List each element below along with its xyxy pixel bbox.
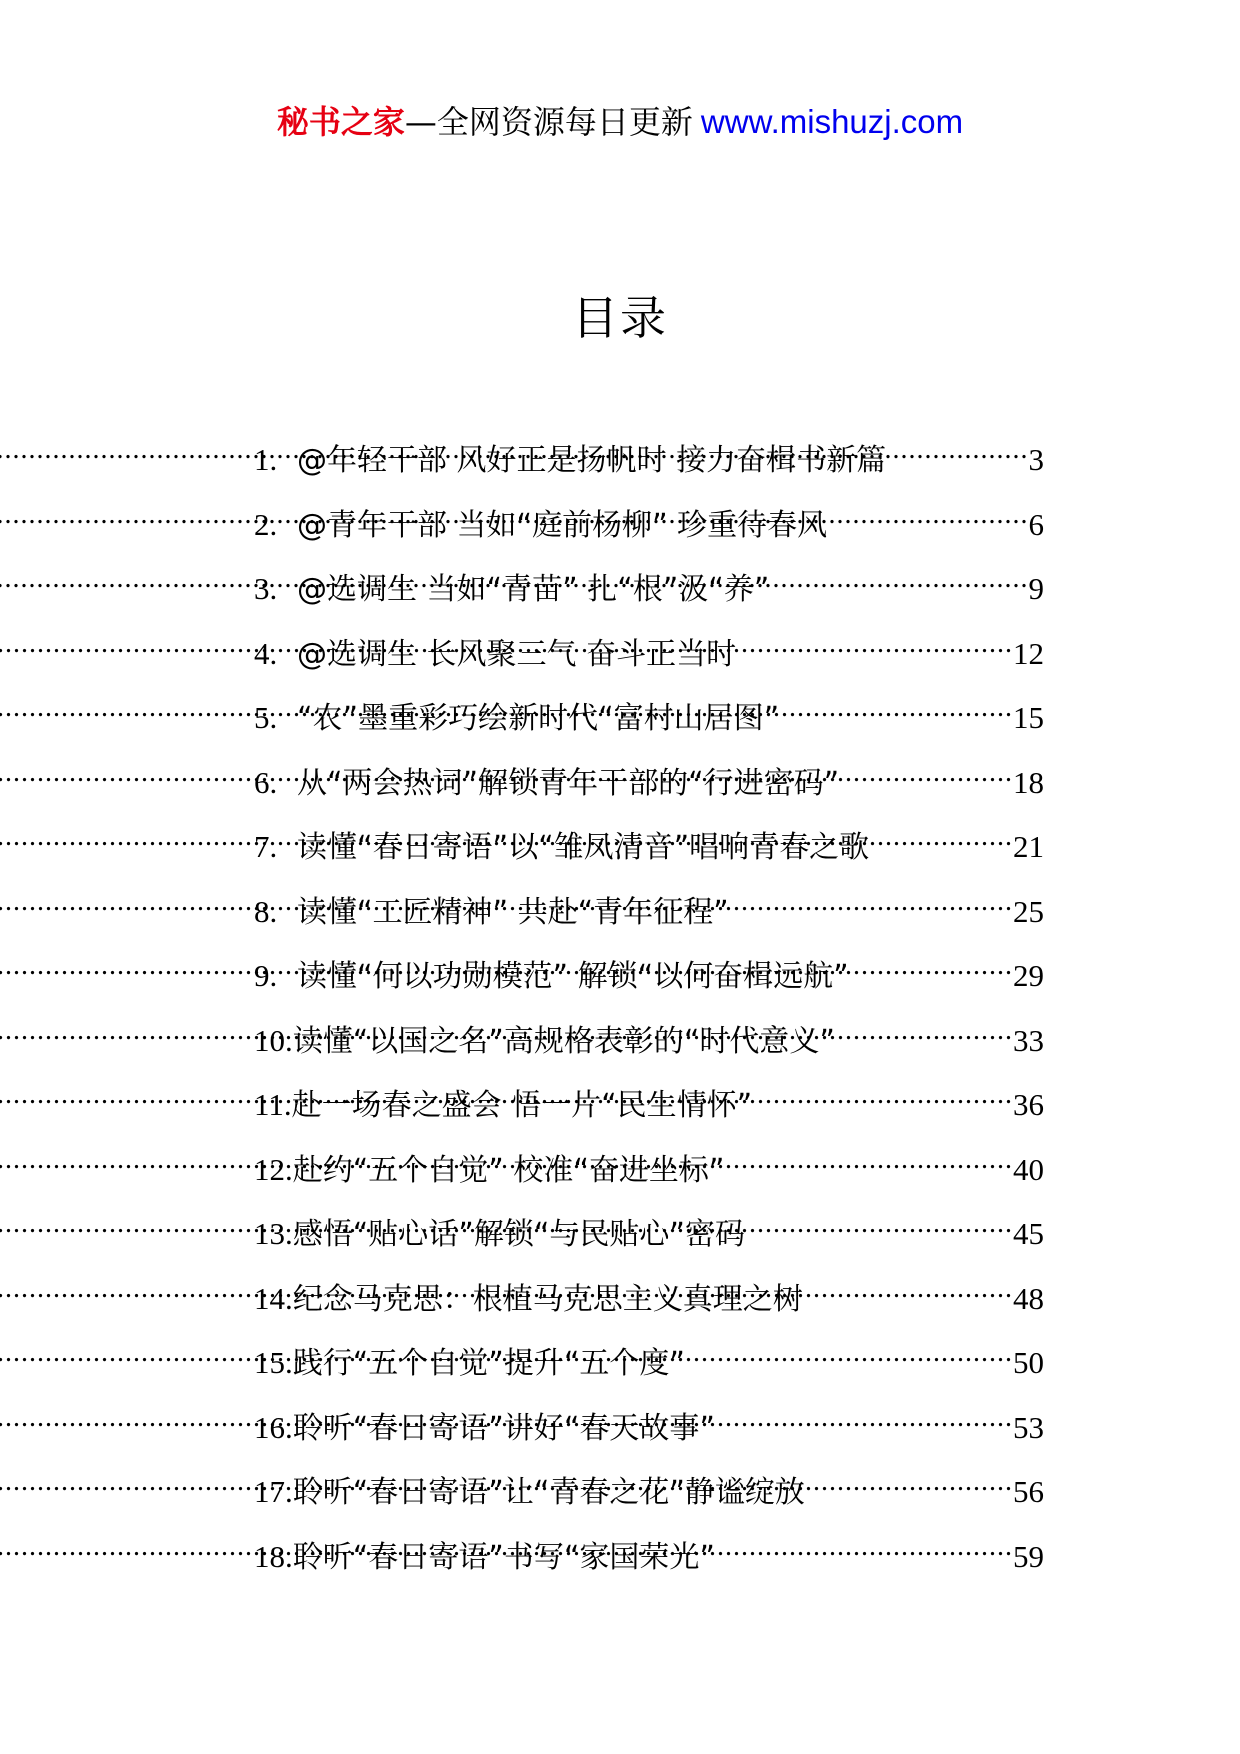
toc-entry-page-number: 48: [1013, 1280, 1044, 1316]
toc-dot-leader: [752, 1075, 1013, 1115]
toc-entry[interactable]: [254, 688, 1044, 753]
toc-entry-page-number: 33: [1013, 1022, 1044, 1058]
toc-entry-title: 赴约“五个自觉” 校准“奋进坐标”: [292, 1152, 725, 1188]
toc-entry-number: 8.: [254, 893, 278, 929]
toc-entry-page-number: 12: [1013, 635, 1044, 671]
toc-entry-title: 聆听“春日寄语”讲好“春天故事”: [292, 1410, 715, 1446]
toc-entry-page-number: 59: [1013, 1538, 1044, 1574]
toc-dot-leader: [715, 1527, 1013, 1567]
toc-entry-page-number: 25: [1013, 893, 1044, 929]
toc-entry-title: 纪念马克思：根植马克思主义真理之树: [292, 1281, 803, 1317]
toc-dot-leader: [729, 882, 1013, 922]
toc-dot-leader: [849, 946, 1013, 986]
toc-entry-title: @选调生 长风聚三气 奋斗正当时: [297, 636, 737, 672]
toc-entry-number: 4.: [254, 635, 278, 671]
toc-entry-title: @选调生 当如“青苗” 扎“根”汲“养”: [297, 572, 770, 607]
toc-entry-number: 11.: [254, 1087, 292, 1122]
toc-entry-page-number: 36: [1013, 1087, 1044, 1122]
toc-entry-page-number: 18: [1013, 764, 1044, 800]
toc-dot-leader: [839, 753, 1013, 793]
toc-dot-leader: [869, 817, 1013, 857]
toc-entry[interactable]: [254, 1011, 1044, 1076]
toc-dot-leader: [805, 1462, 1013, 1502]
toc-entry-page-number: 21: [1013, 829, 1044, 864]
toc-dot-leader: [803, 1269, 1013, 1309]
toc-entry[interactable]: [254, 559, 1044, 624]
toc-entry-title: 读懂“以国之名”高规格表彰的“时代意义”: [292, 1023, 835, 1059]
toc-entry-title: 感悟“贴心话”解锁“与民贴心”密码: [292, 1217, 745, 1252]
toc-entry-number: 6.: [254, 764, 278, 800]
toc-dot-leader: [685, 1333, 1013, 1373]
toc-entry-title: 读懂“何以功勋模范” 解锁“以何奋楫远航”: [297, 959, 849, 994]
toc-entry-page-number: 15: [1013, 700, 1044, 735]
toc-entry-number: 13.: [254, 1216, 293, 1251]
toc-entry-number: 14.: [254, 1280, 293, 1316]
toc-entry-number: 3.: [254, 571, 278, 606]
toc-entry-title: “农”墨重彩巧绘新时代“富村山居图”: [297, 701, 780, 736]
toc-entry-page-number: 56: [1013, 1474, 1044, 1509]
toc-entry-title: 从“两会热词”解锁青年干部的“行进密码”: [297, 765, 840, 801]
toc-entry-number: 15.: [254, 1345, 293, 1380]
toc-entry[interactable]: [254, 946, 1044, 1011]
toc-entry[interactable]: [254, 1269, 1044, 1334]
toc-entry-number: 10.: [254, 1022, 293, 1058]
toc-dot-leader: [736, 624, 1013, 664]
toc-entry-number: 2.: [254, 506, 278, 542]
toc-entry[interactable]: [254, 430, 1044, 495]
toc-entry-title: 读懂“工匠精神” 共赴“青年征程”: [297, 894, 729, 930]
toc-entry-number: 17.: [254, 1474, 293, 1509]
toc-entry-page-number: 40: [1013, 1151, 1044, 1187]
toc-entry-page-number: 45: [1013, 1216, 1044, 1251]
toc-dot-leader: [724, 1140, 1013, 1180]
toc-entry-number: 12.: [254, 1151, 293, 1187]
toc-entry-title: 践行“五个自觉”提升“五个度”: [292, 1346, 685, 1381]
toc-entry[interactable]: [254, 817, 1044, 882]
table-of-contents: [254, 430, 1044, 1591]
toc-entry[interactable]: [254, 1398, 1044, 1463]
toc-entry-title: @青年干部 当如“庭前杨柳” 珍重待春风: [297, 507, 828, 543]
toc-dot-leader: [835, 1011, 1013, 1051]
toc-entry[interactable]: [254, 753, 1044, 818]
toc-entry-title: @年轻干部 风好正是扬帆时 接力奋楫书新篇: [297, 443, 887, 478]
toc-entry-number: 18.: [254, 1538, 293, 1574]
toc-entry-page-number: 3: [1028, 442, 1044, 477]
toc-entry[interactable]: [254, 495, 1044, 560]
toc-dot-leader: [779, 688, 1013, 728]
toc-entry-page-number: 29: [1013, 958, 1044, 993]
site-url-link[interactable]: www.mishuzj.com: [700, 103, 964, 140]
site-header: [0, 100, 1240, 144]
toc-dot-leader: [827, 495, 1028, 535]
toc-entry-number: 5.: [254, 700, 278, 735]
header-tagline: —全网资源每日更新: [404, 103, 693, 141]
toc-entry-title: 读懂“春日寄语”以“雏凤清音”唱响青春之歌: [297, 830, 870, 865]
toc-entry[interactable]: [254, 1204, 1044, 1269]
toc-dot-leader: [769, 559, 1028, 599]
toc-entry[interactable]: [254, 1140, 1044, 1205]
toc-entry-page-number: 6: [1028, 506, 1044, 542]
toc-entry[interactable]: [254, 882, 1044, 947]
toc-entry[interactable]: [254, 1333, 1044, 1398]
toc-entry[interactable]: [254, 624, 1044, 689]
toc-entry[interactable]: [254, 1075, 1044, 1140]
toc-entry-number: 7.: [254, 829, 278, 864]
toc-entry[interactable]: [254, 1462, 1044, 1527]
toc-entry-number: 9.: [254, 958, 278, 993]
toc-entry[interactable]: [254, 1527, 1044, 1592]
toc-entry-page-number: 9: [1028, 571, 1044, 606]
toc-entry-page-number: 50: [1013, 1345, 1044, 1380]
toc-entry-number: 1.: [254, 442, 278, 477]
toc-entry-title: 赴一场春之盛会 悟一片“民生情怀”: [291, 1088, 753, 1123]
toc-entry-title: 聆听“春日寄语”书写“家国荣光”: [292, 1539, 715, 1575]
toc-dot-leader: [886, 430, 1028, 470]
brand-name: 秘书之家: [276, 103, 405, 141]
toc-title: 目录: [572, 291, 668, 345]
toc-entry-number: 16.: [254, 1409, 293, 1445]
toc-dot-leader: [715, 1398, 1013, 1438]
toc-entry-page-number: 53: [1013, 1409, 1044, 1445]
toc-entry-title: 聆听“春日寄语”让“青春之花”静谧绽放: [292, 1475, 805, 1510]
toc-dot-leader: [745, 1204, 1013, 1244]
